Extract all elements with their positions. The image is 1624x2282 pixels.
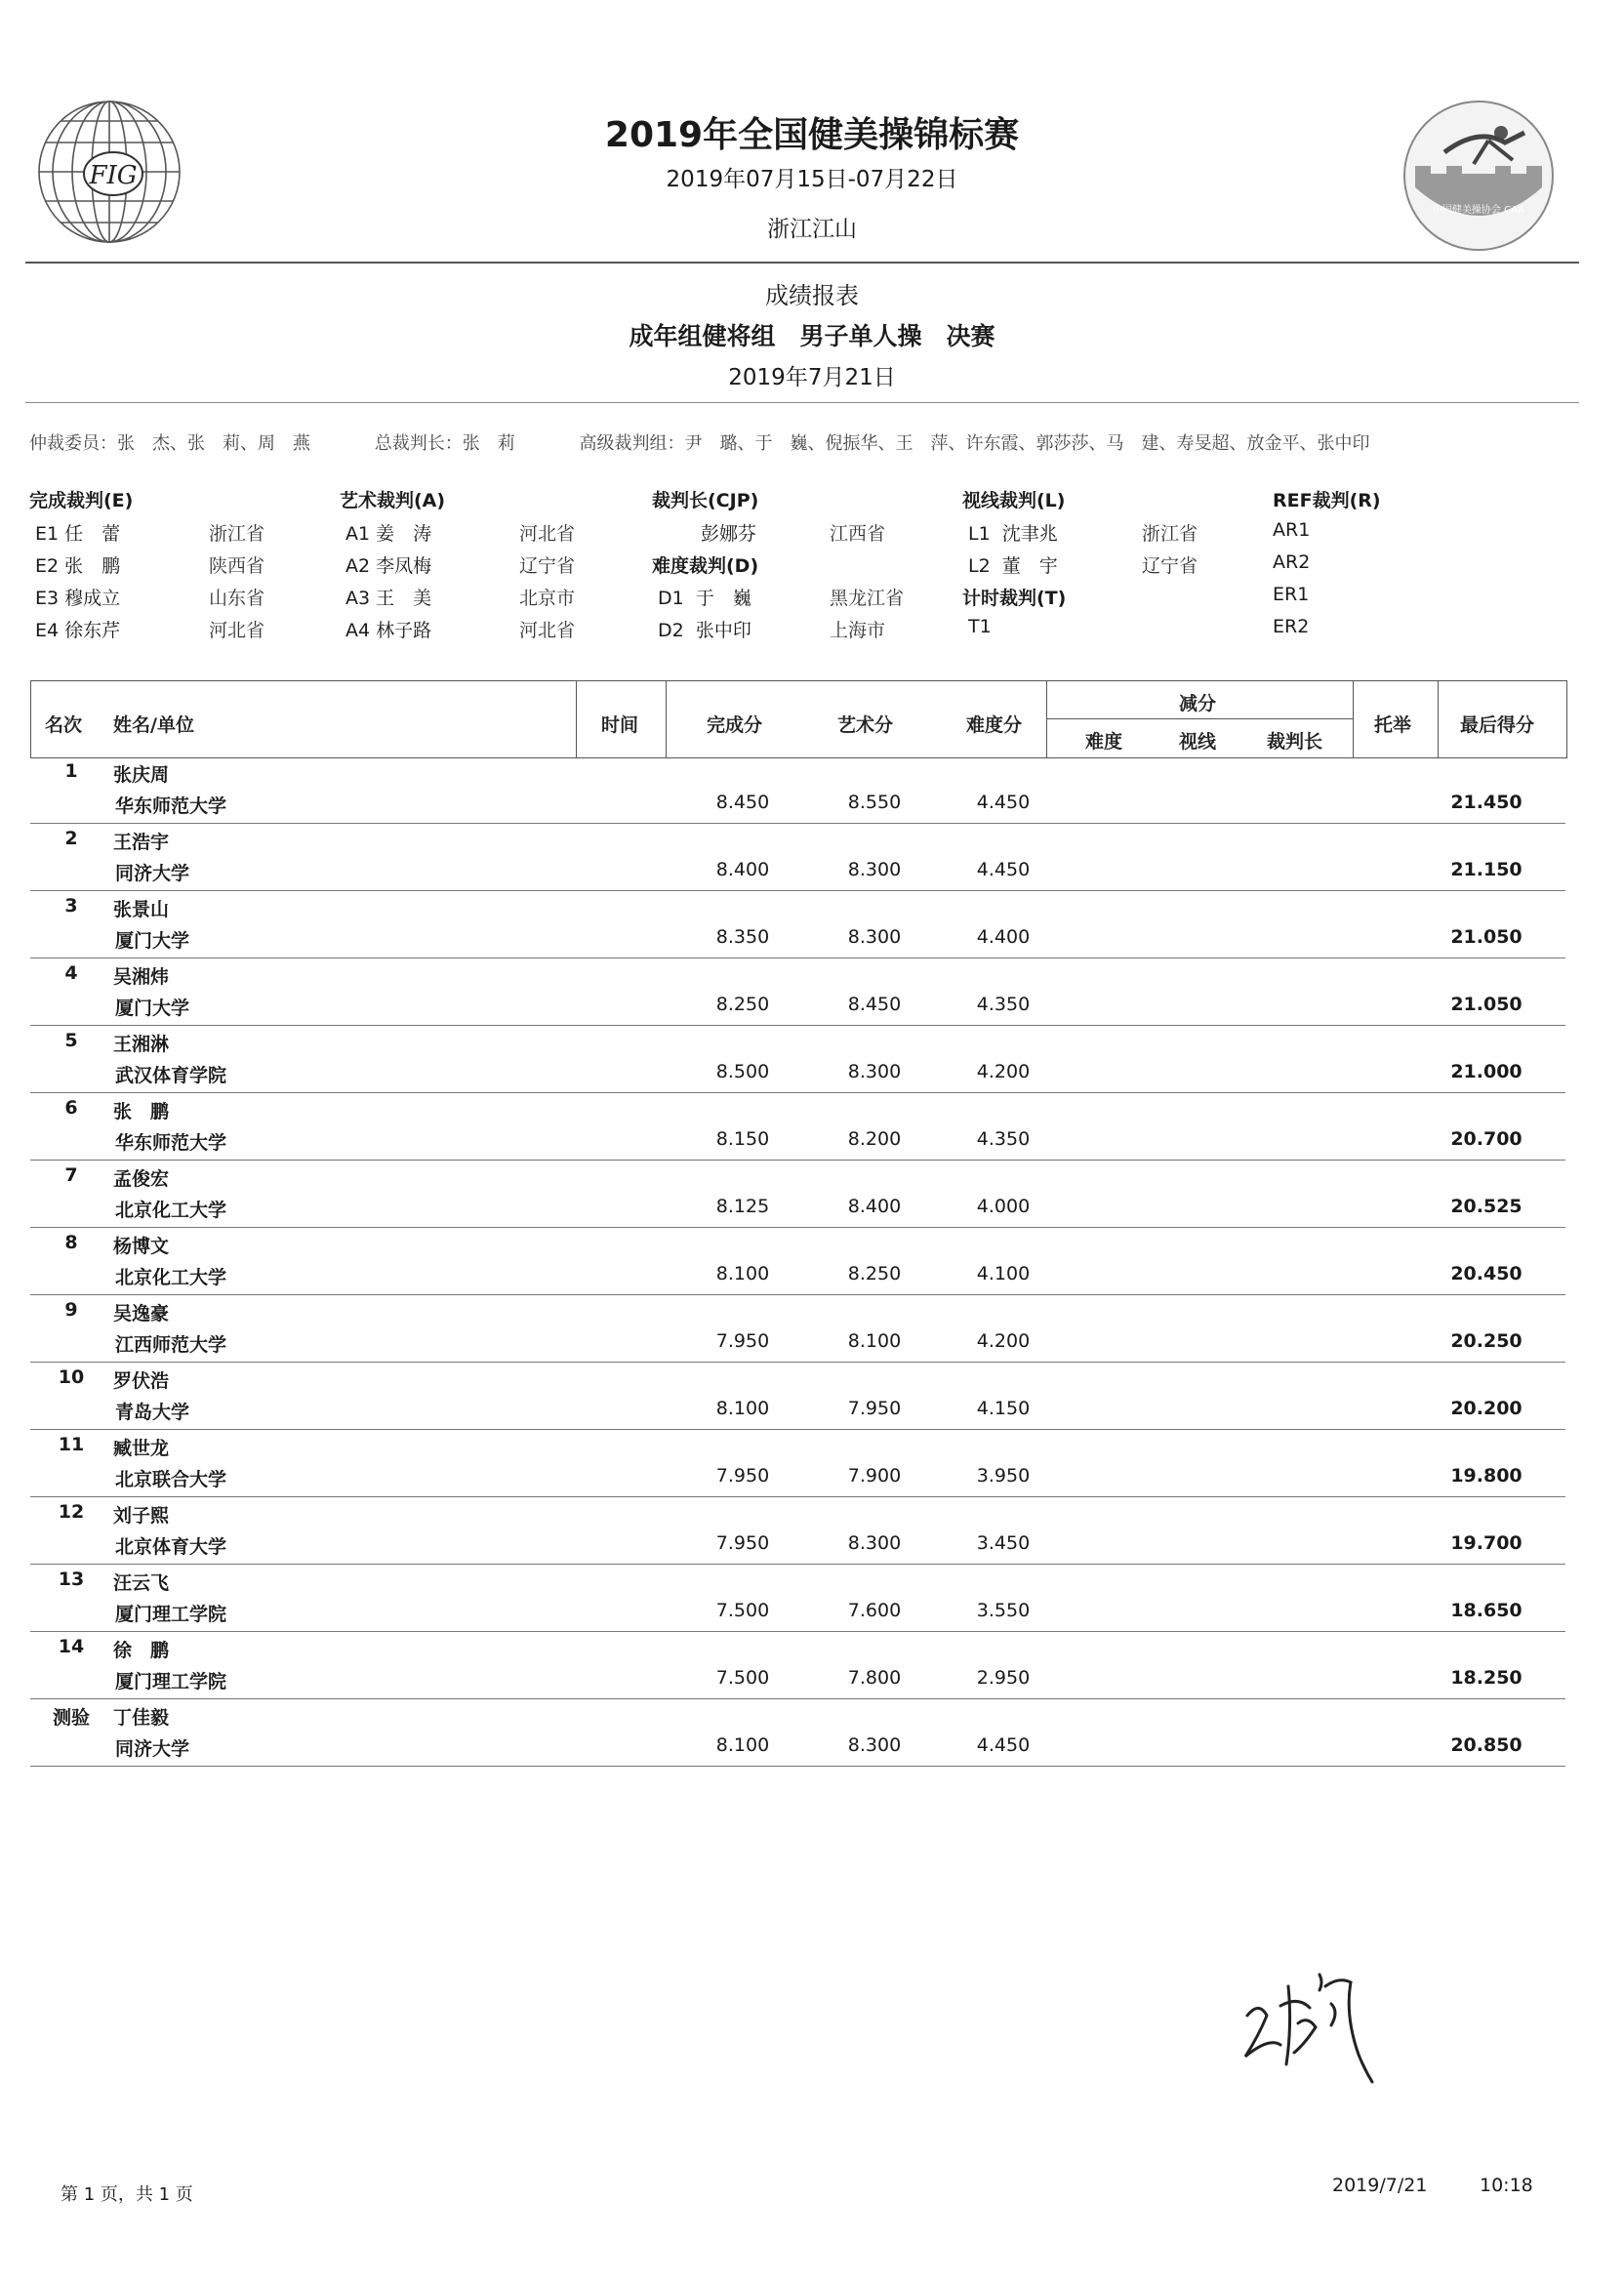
row-execution: 8.100: [715, 1734, 770, 1756]
row-execution: 8.450: [715, 792, 770, 813]
row-final-score: 20.850: [1450, 1734, 1522, 1756]
row-execution: 7.950: [715, 1465, 770, 1487]
judge-l1-prov: 浙江省: [1142, 523, 1198, 545]
row-execution: 8.125: [715, 1196, 770, 1217]
execution-judges-title: 完成裁判(E): [29, 490, 134, 511]
row-rank: 11: [58, 1434, 85, 1455]
row-difficulty: 4.450: [976, 792, 1031, 813]
row-final-score: 20.200: [1450, 1398, 1522, 1419]
row-execution: 8.400: [715, 859, 770, 880]
row-unit: 华东师范大学: [115, 1132, 227, 1154]
signature: [1230, 1947, 1386, 2094]
event-title: 成年组健将组 男子单人操 决赛: [629, 322, 995, 350]
row-difficulty: 4.100: [976, 1263, 1031, 1284]
row-difficulty: 4.150: [976, 1398, 1031, 1419]
row-artistic: 8.250: [847, 1263, 902, 1284]
judge-d2: D2 张中印: [658, 620, 751, 641]
officials-line: [29, 429, 1428, 455]
row-difficulty: 3.950: [976, 1465, 1031, 1487]
header-difficulty: 难度分: [966, 714, 1023, 736]
judge-d1-prov: 黑龙江省: [830, 588, 905, 609]
header-divider: [25, 262, 1579, 264]
row-unit: 华东师范大学: [115, 795, 227, 817]
row-execution: 8.350: [715, 926, 770, 948]
competition-venue: 浙江江山: [767, 217, 857, 242]
row-rank: 10: [58, 1366, 85, 1388]
row-final-score: 21.050: [1450, 994, 1522, 1015]
row-athlete-name: 吴湘炜: [113, 966, 170, 988]
judge-d1: D1 于 巍: [658, 588, 751, 609]
row-final-score: 20.700: [1450, 1128, 1522, 1150]
row-artistic: 7.900: [847, 1465, 902, 1487]
row-rank: 3: [64, 895, 78, 917]
print-date: 2019/7/21: [1332, 2175, 1428, 2196]
judge-a2: A2 李凤梅: [345, 555, 432, 577]
row-athlete-name: 张景山: [113, 899, 170, 920]
row-difficulty: 4.450: [976, 1734, 1031, 1756]
cjp-name: 彭娜芬: [701, 523, 757, 545]
row-artistic: 8.300: [847, 859, 902, 880]
row-final-score: 21.000: [1450, 1061, 1522, 1082]
row-final-score: 21.450: [1450, 792, 1522, 813]
table-row: [0, 1026, 1624, 1093]
row-unit: 北京联合大学: [115, 1469, 227, 1490]
row-difficulty: 4.350: [976, 994, 1031, 1015]
page-indicator: 第 1 页，共 1 页: [61, 2184, 193, 2205]
judge-l2-prov: 辽宁省: [1142, 555, 1198, 577]
judge-l2: L2 董 宇: [968, 555, 1058, 577]
row-rank: 8: [64, 1232, 78, 1253]
row-athlete-name: 丁佳毅: [113, 1707, 170, 1729]
row-rank: 5: [64, 1030, 78, 1051]
officials-divider: [25, 402, 1579, 403]
row-athlete-name: 臧世龙: [113, 1438, 170, 1459]
row-rank: 7: [64, 1164, 78, 1186]
row-difficulty: 2.950: [976, 1667, 1031, 1689]
artistic-judges-title: 艺术裁判(A): [340, 490, 446, 511]
judge-panels: [29, 486, 1591, 652]
header-execution: 完成分: [707, 714, 763, 736]
difficulty-judges-title: 难度裁判(D): [652, 555, 759, 577]
row-artistic: 8.550: [847, 792, 902, 813]
row-unit: 厦门大学: [115, 998, 190, 1019]
row-execution: 8.250: [715, 994, 770, 1015]
table-row: [0, 1295, 1624, 1363]
row-rank: 2: [64, 828, 78, 849]
svg-text:中国健美操协会 CAA: 中国健美操协会 CAA: [1432, 205, 1525, 216]
row-final-score: 19.700: [1450, 1532, 1522, 1554]
row-final-score: 20.525: [1450, 1196, 1522, 1217]
row-difficulty: 4.450: [976, 859, 1031, 880]
row-athlete-name: 刘子熙: [113, 1505, 170, 1527]
row-unit: 同济大学: [115, 1738, 190, 1760]
row-unit: 武汉体育学院: [115, 1065, 227, 1086]
row-final-score: 18.250: [1450, 1667, 1522, 1689]
row-execution: 7.950: [715, 1532, 770, 1554]
row-final-score: 19.800: [1450, 1465, 1522, 1487]
header-final-score: 最后得分: [1460, 714, 1535, 736]
row-artistic: 8.300: [847, 926, 902, 948]
row-final-score: 21.050: [1450, 926, 1522, 948]
judge-d2-prov: 上海市: [830, 620, 886, 641]
row-athlete-name: 汪云飞: [113, 1572, 170, 1594]
row-final-score: 18.650: [1450, 1600, 1522, 1621]
row-unit: 厦门理工学院: [115, 1671, 227, 1692]
header-lift: 托举: [1374, 714, 1412, 736]
event-date: 2019年7月21日: [728, 365, 896, 390]
competition-title: 2019年全国健美操锦标赛: [604, 115, 1020, 155]
judge-e3: E3 穆成立: [35, 588, 121, 609]
row-difficulty: 4.200: [976, 1330, 1031, 1352]
row-unit: 北京体育大学: [115, 1536, 227, 1558]
row-unit: 青岛大学: [115, 1402, 190, 1423]
row-execution: 7.950: [715, 1330, 770, 1352]
row-athlete-name: 徐 鹏: [113, 1640, 170, 1661]
svg-text:FIG: FIG: [89, 161, 138, 190]
judge-t1: T1: [968, 616, 992, 637]
row-unit: 江西师范大学: [115, 1334, 227, 1356]
row-final-score: 21.150: [1450, 859, 1522, 880]
row-athlete-name: 吴逸豪: [113, 1303, 170, 1324]
header-rank: 名次: [45, 714, 83, 736]
row-athlete-name: 孟俊宏: [113, 1168, 170, 1190]
judge-er2: ER2: [1273, 616, 1310, 637]
row-rank: 1: [64, 760, 78, 782]
row-artistic: 8.300: [847, 1734, 902, 1756]
header-ded-difficulty: 难度: [1085, 731, 1123, 753]
judge-e2: E2 张 鹏: [35, 555, 121, 577]
judge-e3-prov: 山东省: [209, 588, 265, 609]
header-deductions: 减分: [1179, 693, 1217, 714]
row-unit: 厦门大学: [115, 930, 190, 952]
table-row: [0, 1632, 1624, 1699]
row-unit: 北京化工大学: [115, 1267, 227, 1288]
row-artistic: 7.800: [847, 1667, 902, 1689]
table-row: [0, 1565, 1624, 1632]
row-difficulty: 3.550: [976, 1600, 1031, 1621]
row-difficulty: 4.400: [976, 926, 1031, 948]
judge-a1-prov: 河北省: [519, 523, 576, 545]
judge-ar1: AR1: [1273, 519, 1311, 541]
row-final-score: 20.450: [1450, 1263, 1522, 1284]
row-artistic: 8.300: [847, 1532, 902, 1554]
row-difficulty: 4.200: [976, 1061, 1031, 1082]
row-difficulty: 4.350: [976, 1128, 1031, 1150]
judge-a1: A1 姜 涛: [345, 523, 432, 545]
row-athlete-name: 张 鹏: [113, 1101, 170, 1122]
row-execution: 7.500: [715, 1667, 770, 1689]
arbitration-committee: 仲裁委员：张 杰、张 莉、周 燕: [29, 433, 310, 454]
table-row: [0, 1093, 1624, 1161]
table-row: [0, 1430, 1624, 1497]
judge-a4-prov: 河北省: [519, 620, 576, 641]
row-artistic: 8.100: [847, 1330, 902, 1352]
table-row: [0, 1497, 1624, 1565]
results-table-header: [30, 680, 1567, 758]
row-rank: 6: [64, 1097, 78, 1119]
judge-e2-prov: 陕西省: [209, 555, 265, 577]
row-rank: 4: [64, 962, 78, 984]
line-judges-title: 视线裁判(L): [962, 490, 1066, 511]
header-ded-line: 视线: [1179, 731, 1217, 753]
judge-a4: A4 林子路: [345, 620, 432, 641]
judge-l1: L1 沈聿兆: [968, 523, 1058, 545]
row-execution: 8.100: [715, 1398, 770, 1419]
row-artistic: 8.450: [847, 994, 902, 1015]
table-row: [0, 1699, 1624, 1767]
row-rank: 13: [58, 1569, 85, 1590]
row-unit: 同济大学: [115, 863, 190, 884]
judge-e1-prov: 浙江省: [209, 523, 265, 545]
results-table-body: [0, 756, 1624, 1772]
row-unit: 北京化工大学: [115, 1200, 227, 1221]
row-execution: 8.100: [715, 1263, 770, 1284]
judge-e4: E4 徐东芹: [35, 620, 121, 641]
row-final-score: 20.250: [1450, 1330, 1522, 1352]
row-execution: 8.500: [715, 1061, 770, 1082]
cjp-title: 裁判长(CJP): [652, 490, 759, 511]
judge-er1: ER1: [1273, 584, 1310, 605]
row-athlete-name: 王湘淋: [113, 1034, 170, 1055]
row-rank: 测验: [52, 1707, 90, 1729]
table-row: [0, 756, 1624, 824]
row-artistic: 8.400: [847, 1196, 902, 1217]
header-ded-cjp: 裁判长: [1267, 731, 1323, 753]
row-athlete-name: 杨博文: [113, 1236, 170, 1257]
judge-a2-prov: 辽宁省: [519, 555, 576, 577]
table-row: [0, 1363, 1624, 1430]
table-row: [0, 1228, 1624, 1295]
header-artistic: 艺术分: [837, 714, 894, 736]
ref-judges-title: REF裁判(R): [1273, 490, 1381, 511]
row-artistic: 7.600: [847, 1600, 902, 1621]
judge-a3: A3 王 美: [345, 588, 432, 609]
row-difficulty: 3.450: [976, 1532, 1031, 1554]
row-athlete-name: 王浩宇: [113, 832, 170, 853]
judge-e4-prov: 河北省: [209, 620, 265, 641]
competition-dates: 2019年07月15日-07月22日: [666, 167, 958, 192]
row-rank: 12: [58, 1501, 85, 1523]
time-judges-title: 计时裁判(T): [962, 588, 1067, 609]
table-row: [0, 958, 1624, 1026]
row-artistic: 7.950: [847, 1398, 902, 1419]
row-artistic: 8.200: [847, 1128, 902, 1150]
print-time: 10:18: [1480, 2175, 1533, 2196]
table-row: [0, 824, 1624, 891]
row-difficulty: 4.000: [976, 1196, 1031, 1217]
cjp-prov: 江西省: [830, 523, 886, 545]
row-athlete-name: 张庆周: [113, 764, 170, 786]
chief-judge: 总裁判长：张 莉: [374, 433, 515, 454]
senior-judges: 高级裁判组：尹 璐、于 巍、倪振华、王 萍、许东霞、郭莎莎、马 建、寿旻超、放金平、张中印: [579, 433, 1370, 454]
row-execution: 8.150: [715, 1128, 770, 1150]
row-rank: 9: [64, 1299, 78, 1321]
header-time: 时间: [601, 714, 639, 736]
row-artistic: 8.300: [847, 1061, 902, 1082]
row-execution: 7.500: [715, 1600, 770, 1621]
row-rank: 14: [58, 1636, 85, 1657]
judge-ar2: AR2: [1273, 551, 1311, 573]
row-unit: 厦门理工学院: [115, 1604, 227, 1625]
row-athlete-name: 罗伏浩: [113, 1370, 170, 1392]
header-name-unit: 姓名/单位: [113, 714, 194, 736]
judge-e1: E1 任 蕾: [35, 523, 121, 545]
judge-a3-prov: 北京市: [519, 588, 576, 609]
table-row: [0, 891, 1624, 958]
table-row: [0, 1161, 1624, 1228]
report-title: 成绩报表: [765, 282, 859, 309]
